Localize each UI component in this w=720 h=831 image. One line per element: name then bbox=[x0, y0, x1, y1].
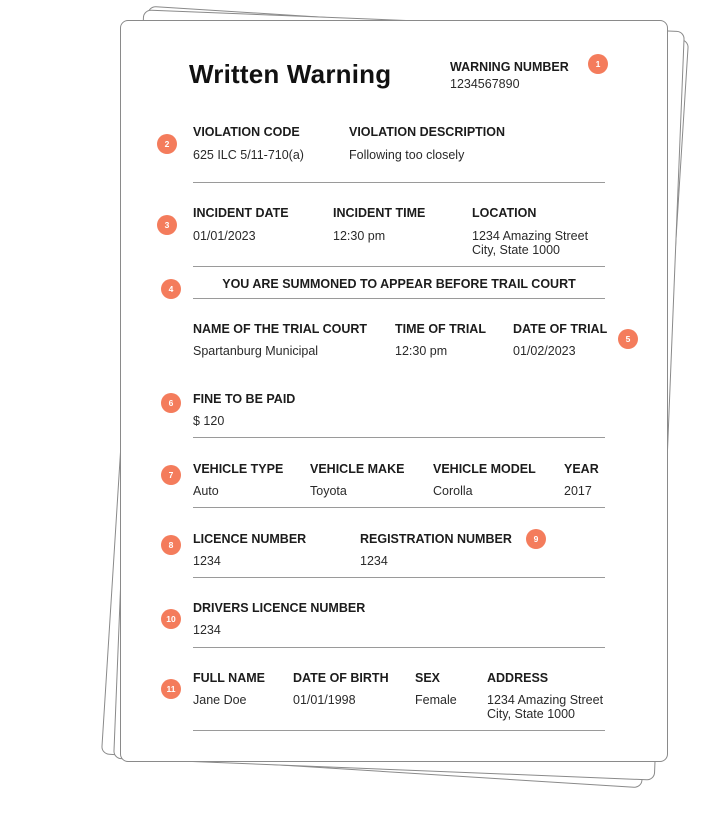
callout-badge-9: 9 bbox=[526, 529, 546, 549]
full-name-value: Jane Doe bbox=[193, 693, 247, 707]
vehicle-model-value: Corolla bbox=[433, 484, 473, 498]
callout-badge-6: 6 bbox=[161, 393, 181, 413]
registration-number-value: 1234 bbox=[360, 554, 388, 568]
incident-time-value: 12:30 pm bbox=[333, 229, 386, 243]
trial-time-value: 12:30 pm bbox=[395, 344, 448, 358]
vehicle-year-value: 2017 bbox=[564, 484, 592, 498]
licence-number-value: 1234 bbox=[193, 554, 221, 568]
location-line-2: City, State 1000 bbox=[472, 243, 561, 257]
callout-badge-2: 2 bbox=[157, 134, 177, 154]
date-of-birth-value: 01/01/1998 bbox=[293, 693, 356, 707]
violation-description-value: Following too closely bbox=[349, 148, 465, 162]
callout-badge-8: 8 bbox=[161, 535, 181, 555]
drivers-licence-label: DRIVERS LICENCE NUMBER bbox=[193, 601, 366, 615]
section-divider bbox=[193, 182, 605, 183]
callout-badge-7: 7 bbox=[161, 465, 181, 485]
vehicle-year-label: YEAR bbox=[564, 462, 599, 476]
callout-badge-1: 1 bbox=[588, 54, 608, 74]
document-title: Written Warning bbox=[189, 59, 392, 89]
violation-code-value: 625 ILC 5/11-710(a) bbox=[193, 148, 304, 162]
vehicle-type-value: Auto bbox=[193, 484, 219, 498]
violation-description-label: VIOLATION DESCRIPTION bbox=[349, 125, 506, 139]
callout-badge-10: 10 bbox=[161, 609, 181, 629]
callout-badge-4: 4 bbox=[161, 279, 181, 299]
warning-number-label: WARNING NUMBER bbox=[450, 60, 569, 74]
trial-time-label: TIME OF TRIAL bbox=[395, 322, 486, 336]
warning-document bbox=[120, 20, 668, 762]
section-divider bbox=[193, 507, 605, 508]
full-name-label: FULL NAME bbox=[193, 671, 265, 685]
callout-badge-3: 3 bbox=[157, 215, 177, 235]
drivers-licence-value: 1234 bbox=[193, 623, 221, 637]
callout-badge-11: 11 bbox=[161, 679, 181, 699]
trial-court-value: Spartanburg Municipal bbox=[193, 344, 319, 358]
sex-label: SEX bbox=[415, 671, 441, 685]
violation-code-label: VIOLATION CODE bbox=[193, 125, 300, 139]
section-divider bbox=[193, 266, 605, 267]
address-line-2: City, State 1000 bbox=[487, 707, 576, 721]
incident-date-label: INCIDENT DATE bbox=[193, 206, 289, 220]
trial-date-label: DATE OF TRIAL bbox=[513, 322, 608, 336]
trial-date-value: 01/02/2023 bbox=[513, 344, 576, 358]
vehicle-make-label: VEHICLE MAKE bbox=[310, 462, 405, 476]
section-divider bbox=[193, 437, 605, 438]
date-of-birth-label: DATE OF BIRTH bbox=[293, 671, 389, 685]
location-line-1: 1234 Amazing Street bbox=[472, 229, 589, 243]
location-label: LOCATION bbox=[472, 206, 537, 220]
incident-time-label: INCIDENT TIME bbox=[333, 206, 426, 220]
vehicle-type-label: VEHICLE TYPE bbox=[193, 462, 284, 476]
section-divider bbox=[193, 577, 605, 578]
section-divider bbox=[193, 298, 605, 299]
address-label: ADDRESS bbox=[487, 671, 549, 685]
section-divider bbox=[193, 647, 605, 648]
registration-number-label: REGISTRATION NUMBER bbox=[360, 532, 512, 546]
section-divider bbox=[193, 730, 605, 731]
warning-number-value: 1234567890 bbox=[450, 77, 520, 91]
address-line-1: 1234 Amazing Street bbox=[487, 693, 604, 707]
fine-label: FINE TO BE PAID bbox=[193, 392, 296, 406]
sex-value: Female bbox=[415, 693, 457, 707]
vehicle-model-label: VEHICLE MODEL bbox=[433, 462, 536, 476]
licence-number-label: LICENCE NUMBER bbox=[193, 532, 307, 546]
fine-value: $ 120 bbox=[193, 414, 225, 428]
vehicle-make-value: Toyota bbox=[310, 484, 347, 498]
callout-badge-5: 5 bbox=[618, 329, 638, 349]
summons-notice: YOU ARE SUMMONED TO APPEAR BEFORE TRAIL COURT bbox=[222, 277, 576, 291]
trial-court-label: NAME OF THE TRIAL COURT bbox=[193, 322, 368, 336]
incident-date-value: 01/01/2023 bbox=[193, 229, 256, 243]
